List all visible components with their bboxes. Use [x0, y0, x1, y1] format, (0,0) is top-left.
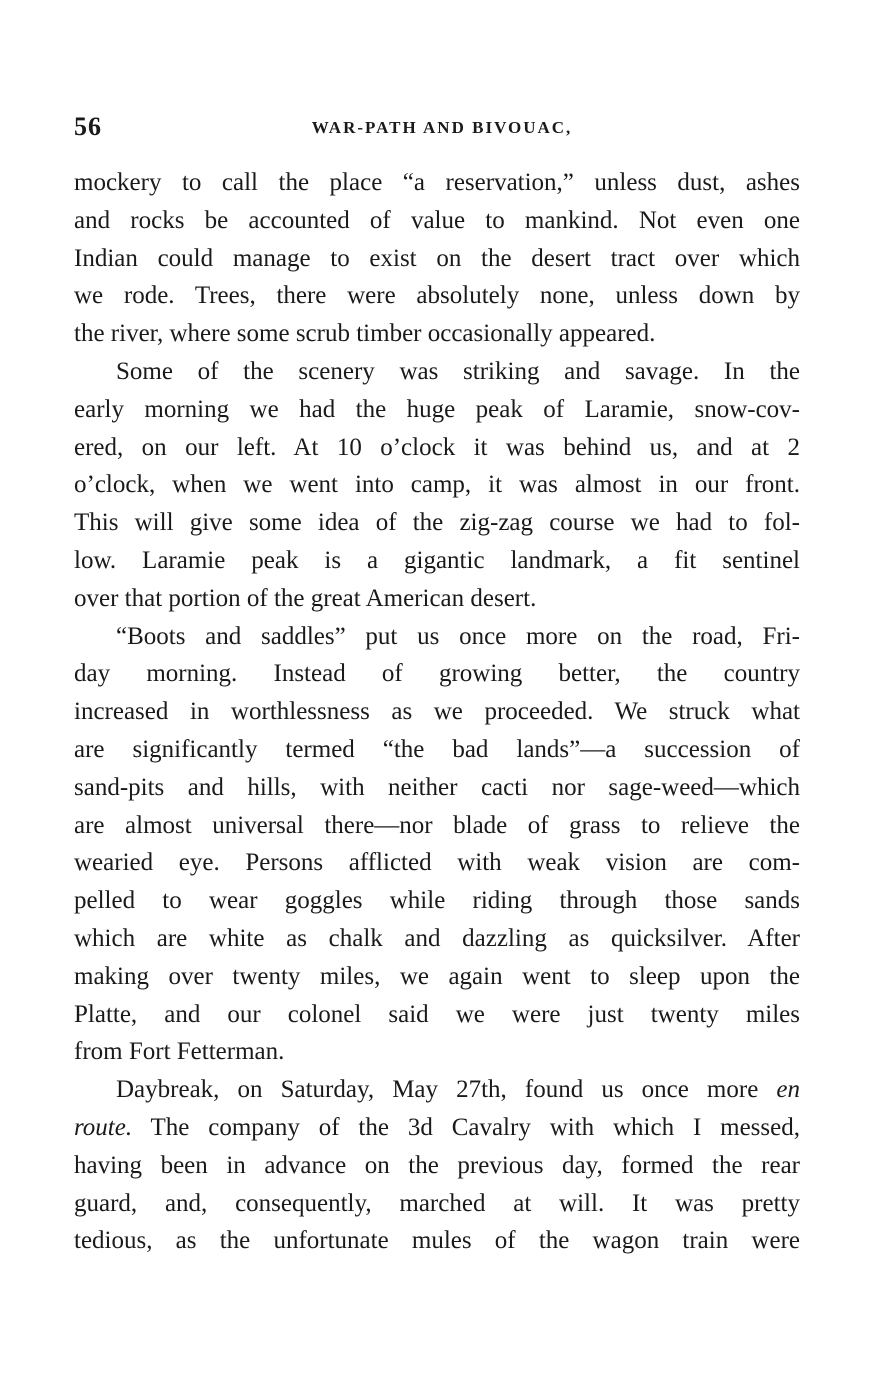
text-line: mockery to call the place “a reservation,” unless dust, ashes [74, 169, 800, 196]
text-line: o’clock, when we went into camp, it was almost in our front. [74, 471, 800, 499]
text-line: from Fort Fetterman. [74, 1038, 285, 1066]
text-line [74, 1109, 800, 1147]
text-line: day morning. Instead of growing better, the country [74, 660, 800, 688]
text-line: “Boots and saddles” put us once more on the road, Fri- [116, 622, 800, 650]
text-line: the river, where some scrub timber occasionally appeared. [74, 320, 656, 348]
text-line: and rocks be accounted of value to mankind. Not even one [74, 206, 800, 234]
text-line: Platte, and our colonel said we were just twenty miles [74, 1000, 800, 1028]
text-line: are almost universal there—nor blade of grass to relieve the [74, 811, 800, 839]
text-line: sand-pits and hills, with neither cacti nor sage-weed—which [74, 773, 800, 801]
text-line: which are white as chalk and dazzling as quicksilver. After [74, 924, 800, 952]
running-head: WAR-PATH AND BIVOUAC, [311, 118, 573, 137]
text-line: This will give some idea of the zig-zag course we had to fol- [74, 509, 800, 537]
text-span: The company of the 3d Cavalry with which I messed, [132, 1113, 800, 1141]
text-line: low. Laramie peak is a gigantic landmark, a fit sentinel [74, 546, 800, 574]
text-line: making over twenty miles, we again went to sleep upon the [74, 962, 800, 990]
text-line: early morning we had the huge peak of Laramie, snow-cov- [74, 395, 800, 423]
body-text [74, 164, 800, 1260]
italic-text: en [776, 1076, 800, 1104]
text-line: wearied eye. Persons afflicted with weak vision are com- [74, 849, 800, 877]
text-line: increased in worthlessness as we proceeded. We struck what [74, 698, 800, 726]
text-span: Daybreak, on Saturday, May 27th, found us once more [116, 1076, 759, 1104]
text-line: guard, and, consequently, marched at will. It was pretty [74, 1189, 800, 1217]
text-line: pelled to wear goggles while riding through those sands [74, 887, 800, 915]
italic-text: route. [74, 1113, 133, 1141]
text-line: over that portion of the great American desert. [74, 584, 537, 612]
text-line: are significantly termed “the bad lands”—a succession of [74, 735, 800, 763]
text-line: we rode. Trees, there were absolutely none, unless down by [74, 282, 800, 310]
text-line: Some of the scenery was striking and savage. In the [116, 357, 800, 385]
page-header [74, 112, 810, 144]
text-line: ered, on our left. At 10 o’clock it was behind us, and at 2 [74, 433, 800, 461]
text-line: Indian could manage to exist on the desert tract over which [74, 244, 800, 272]
page-number: 56 [74, 112, 102, 141]
text-line: having been in advance on the previous day, formed the rear [74, 1151, 800, 1179]
text-line [74, 1071, 800, 1109]
text-line: tedious, as the unfortunate mules of the wagon train were [74, 1227, 800, 1255]
